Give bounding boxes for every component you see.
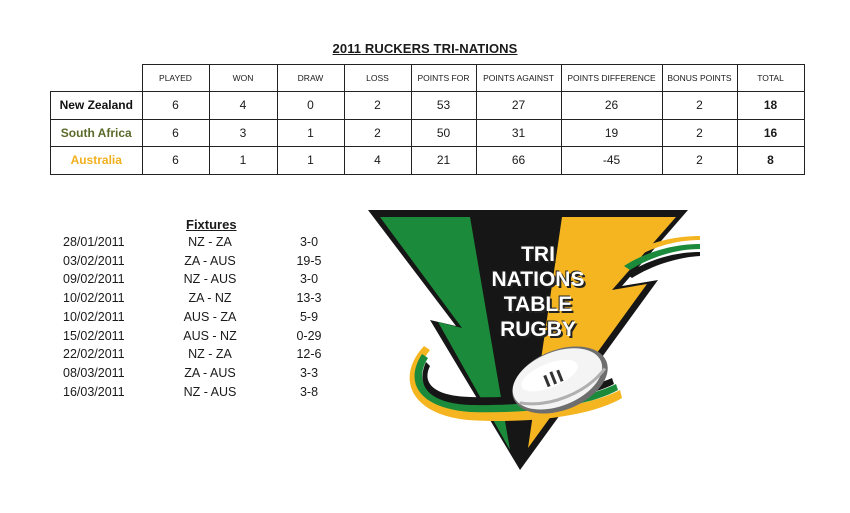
fixture-date: 09/02/2011 — [63, 272, 125, 287]
fixture-date: 15/02/2011 — [63, 328, 125, 343]
header-points-difference: POINTS DIFFERENCE — [561, 65, 662, 92]
fixture-date: 28/01/2011 — [63, 235, 125, 249]
cell-won: 3 — [209, 119, 277, 147]
team-name: South Africa — [51, 119, 143, 147]
cell-draw: 1 — [277, 119, 344, 147]
fixture-row — [0, 310, 400, 328]
fixture-score: 3-3 — [299, 365, 319, 380]
team-name: Australia — [51, 147, 143, 175]
fixture-match: NZ - AUS — [183, 384, 237, 399]
cell-draw: 0 — [277, 92, 344, 120]
fixture-row — [0, 385, 400, 403]
fixture-match: AUS - NZ — [183, 328, 237, 343]
fixture-match: ZA - NZ — [188, 291, 232, 306]
fixture-score: 0-29 — [296, 328, 322, 343]
fixture-match: AUS - ZA — [183, 309, 237, 324]
cell-points-against: 27 — [476, 92, 561, 120]
fixture-score: 12-6 — [296, 347, 322, 362]
fixture-score: 19-5 — [296, 253, 322, 268]
standings-row — [51, 119, 805, 147]
logo-text-block — [463, 242, 613, 342]
fixture-row — [0, 366, 400, 384]
fixture-row — [0, 291, 400, 309]
cell-points-difference: -45 — [561, 147, 662, 175]
fixture-date: 22/02/2011 — [63, 347, 125, 362]
cell-points-for: 53 — [411, 92, 476, 120]
header-bonus-points: BONUS POINTS — [662, 65, 737, 92]
fixture-row — [0, 254, 400, 272]
cell-points-difference: 19 — [561, 119, 662, 147]
fixture-score: 3-0 — [299, 235, 319, 249]
cell-points-difference: 26 — [561, 92, 662, 120]
cell-won: 1 — [209, 147, 277, 175]
cell-played: 6 — [142, 119, 209, 147]
logo-text-line-4: RUGBY — [500, 318, 576, 341]
page-title: 2011 RUCKERS TRI-NATIONS — [332, 41, 518, 56]
logo-text-line-2: NATIONS — [491, 268, 585, 291]
header-total: TOTAL — [737, 65, 804, 92]
fixture-score: 3-0 — [299, 272, 319, 287]
fixture-row — [0, 235, 400, 253]
fixture-match: NZ - ZA — [188, 235, 232, 249]
cell-points-for: 50 — [411, 119, 476, 147]
standings-row — [51, 147, 805, 175]
fixture-match: NZ - ZA — [188, 347, 232, 362]
header-points-for: POINTS FOR — [411, 65, 476, 92]
cell-played: 6 — [142, 147, 209, 175]
fixture-date: 10/02/2011 — [63, 309, 125, 324]
cell-won: 4 — [209, 92, 277, 120]
header-draw: DRAW — [277, 65, 344, 92]
cell-loss: 4 — [344, 147, 411, 175]
header-played: PLAYED — [142, 65, 209, 92]
cell-points-for: 21 — [411, 147, 476, 175]
fixture-score: 3-8 — [299, 384, 319, 399]
cell-total: 8 — [737, 147, 804, 175]
fixture-match: NZ - AUS — [183, 272, 237, 287]
team-name: New Zealand — [51, 92, 143, 120]
fixture-score: 5-9 — [299, 309, 319, 324]
fixture-row — [0, 347, 400, 365]
header-loss: LOSS — [344, 65, 411, 92]
cell-total: 16 — [737, 119, 804, 147]
cell-loss: 2 — [344, 92, 411, 120]
fixtures-heading: Fixtures — [186, 217, 237, 232]
fixture-row — [0, 272, 400, 290]
fixture-date: 10/02/2011 — [63, 291, 125, 306]
fixture-match: ZA - AUS — [184, 253, 236, 268]
standings-table — [50, 64, 805, 175]
fixture-score: 13-3 — [296, 291, 322, 306]
fixture-date: 08/03/2011 — [63, 365, 125, 380]
cell-bonus-points: 2 — [662, 147, 737, 175]
cell-draw: 1 — [277, 147, 344, 175]
cell-played: 6 — [142, 92, 209, 120]
logo-text-line-1: TRI — [521, 243, 555, 266]
header-won: WON — [209, 65, 277, 92]
fixture-match: ZA - AUS — [184, 365, 236, 380]
cell-loss: 2 — [344, 119, 411, 147]
fixture-date: 16/03/2011 — [63, 384, 125, 399]
cell-points-against: 66 — [476, 147, 561, 175]
tri-nations-logo — [360, 200, 700, 480]
standings-row — [51, 92, 805, 120]
header-blank-cell — [51, 65, 143, 92]
header-points-against: POINTS AGAINST — [476, 65, 561, 92]
fixture-row — [0, 329, 400, 347]
fixture-date: 03/02/2011 — [63, 253, 125, 268]
cell-bonus-points: 2 — [662, 119, 737, 147]
logo-text-line-3: TABLE — [503, 293, 573, 316]
cell-total: 18 — [737, 92, 804, 120]
cell-bonus-points: 2 — [662, 92, 737, 120]
cell-points-against: 31 — [476, 119, 561, 147]
standings-header-row — [51, 65, 805, 92]
